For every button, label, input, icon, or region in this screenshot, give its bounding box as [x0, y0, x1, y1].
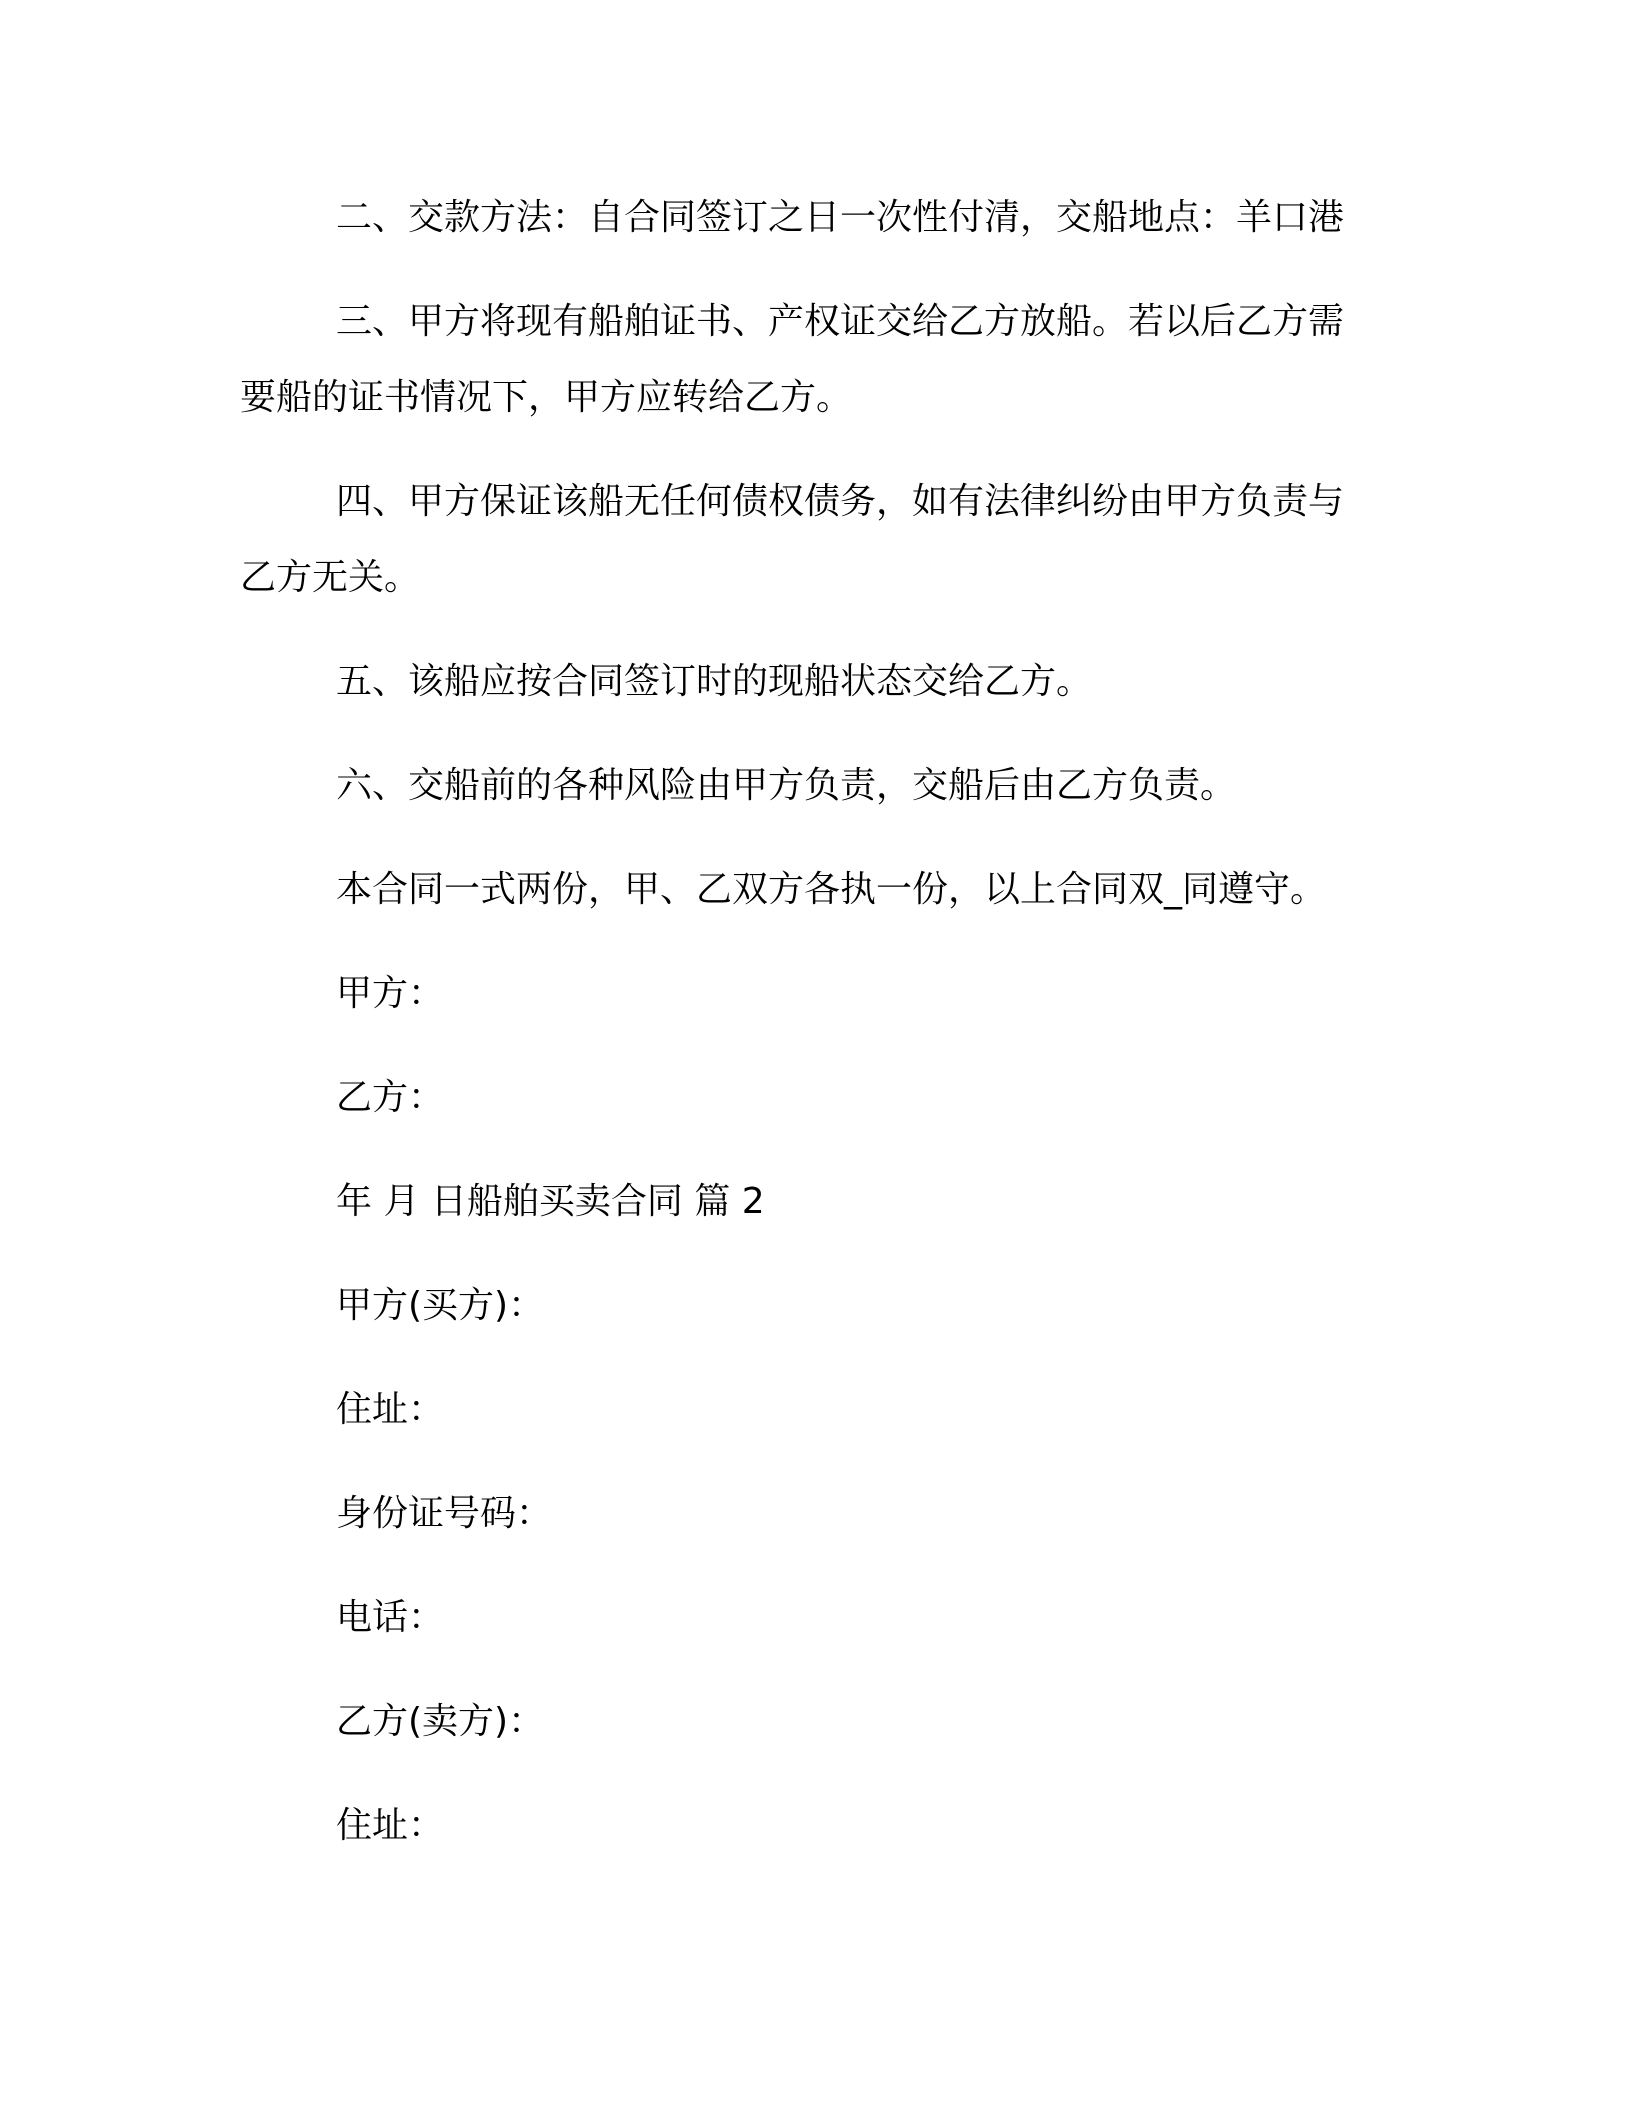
clause-no-debts: 四、甲方保证该船无任何债权债务，如有法律纠纷由甲方负责与乙方无关。: [240, 481, 1345, 598]
buyer-id-number-label: 身份证号码：: [336, 1493, 553, 1534]
buyer-address-label: 住址：: [336, 1389, 445, 1430]
buyer-phone-label: 电话：: [336, 1597, 445, 1638]
clause-payment-method: 二、交款方法：自合同签订之日一次性付清，交船地点：羊口港: [336, 197, 1345, 238]
party-a-buyer-label: 甲方(买方)：: [336, 1285, 545, 1326]
clause-ship-condition: 五、该船应按合同签订时的现船状态交给乙方。: [336, 661, 1093, 702]
party-b-signature-label: 乙方：: [336, 1077, 445, 1118]
document-body: [240, 180, 1375, 1892]
seller-address-label: 住址：: [336, 1805, 445, 1846]
party-a-signature-label: 甲方：: [336, 973, 445, 1014]
clause-copies: 本合同一式两份，甲、乙双方各执一份，以上合同双_同遵守。: [336, 869, 1327, 910]
date-and-contract-2-title: 年 月 日船舶买卖合同 篇 2: [336, 1181, 765, 1222]
clause-risk: 六、交船前的各种风险由甲方负责，交船后由乙方负责。: [336, 765, 1237, 806]
party-b-seller-label: 乙方(卖方)：: [336, 1701, 545, 1742]
clause-certificates: 三、甲方将现有船舶证书、产权证交给乙方放船。若以后乙方需要船的证书情况下，甲方应转给乙方。: [240, 301, 1345, 418]
